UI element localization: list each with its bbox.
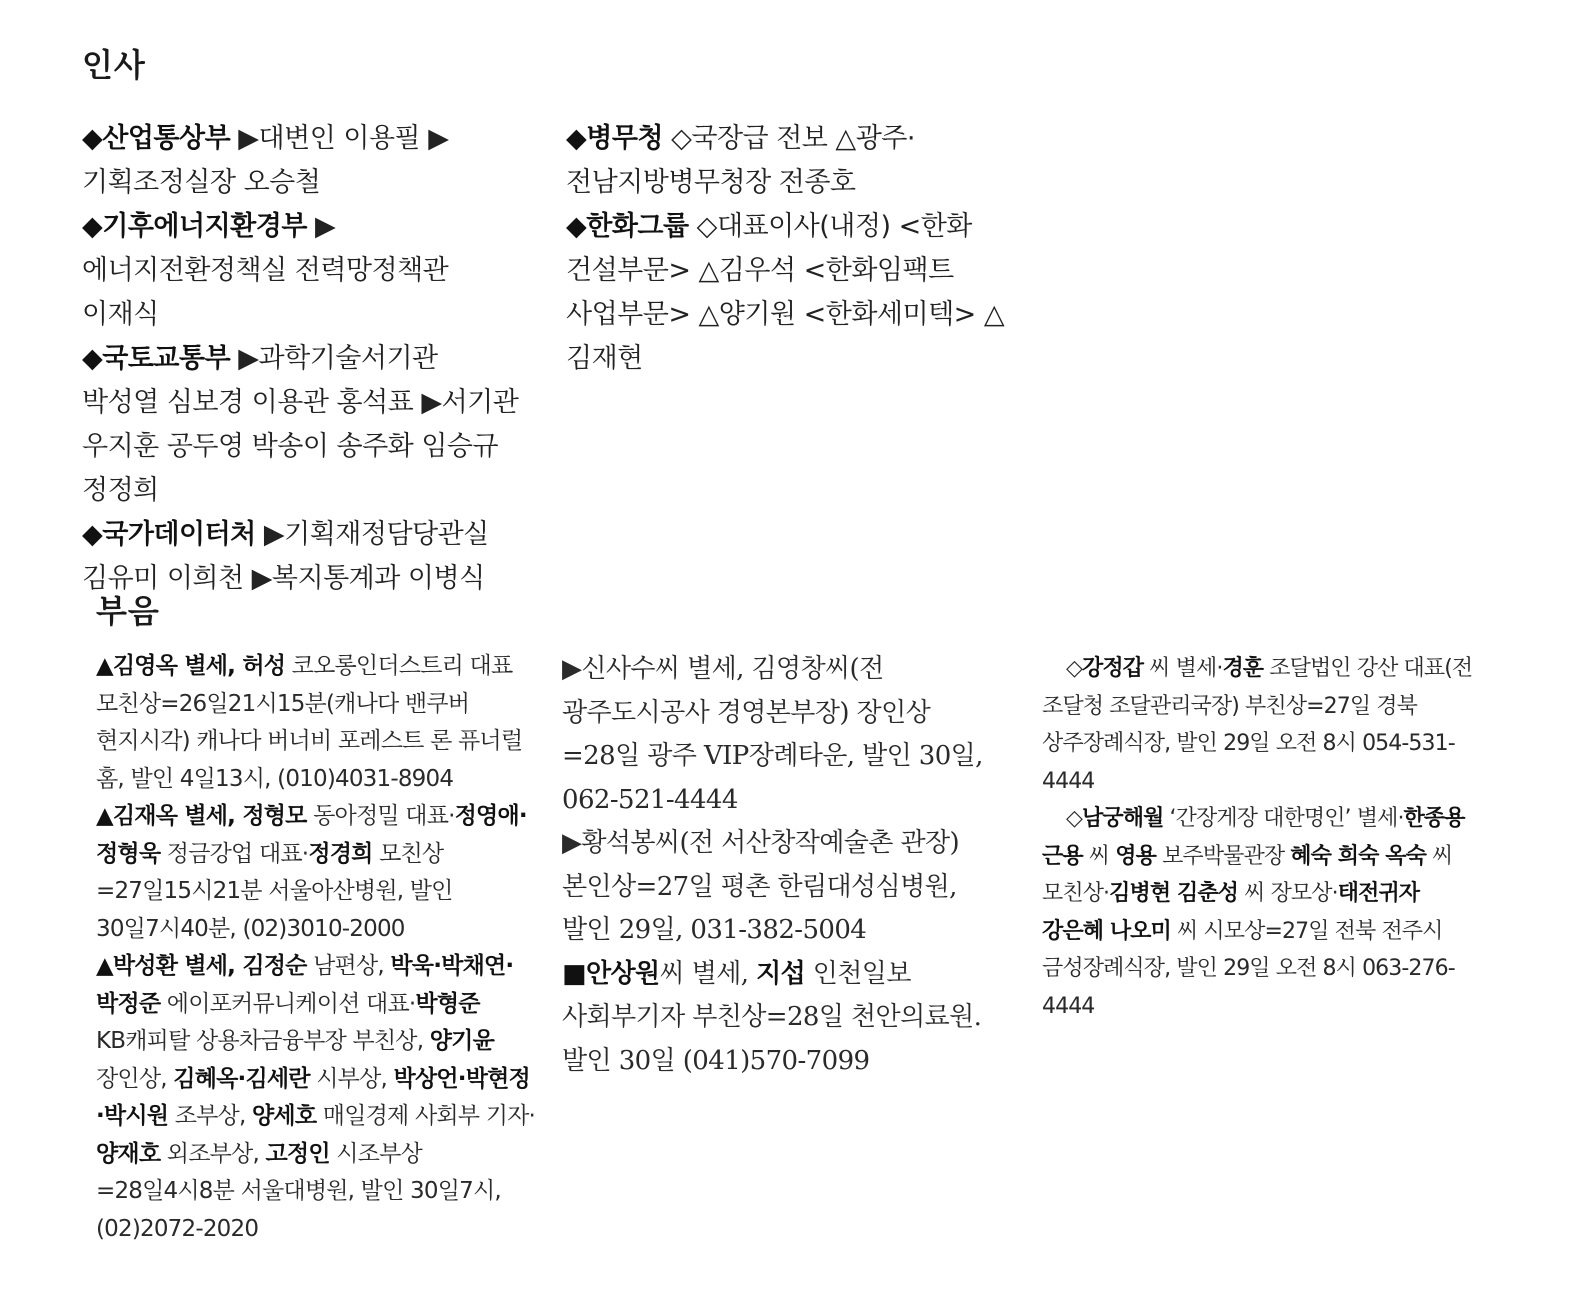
entry-text: 씨 별세,: [659, 958, 757, 989]
entry-text: 시조부상=28일4시8분 서울대병원, 발인 30일7시, (02)2072-2020: [96, 1140, 501, 1242]
entry-text: KB캐피탈 상용차금융부장 부친상,: [96, 1028, 430, 1054]
obituary-entry: [1042, 800, 1482, 1025]
appointment-entry: [566, 205, 1006, 381]
bold-name: 한종용 근용: [1042, 806, 1465, 869]
entry-text: ‘간장게장 대한명인’ 별세·: [1163, 806, 1404, 831]
entry-text: ▶과학기술서기관 박성열 심보경 이용관 홍석표 ▶서기관 우지훈 공두영 박송이 송주화 임승규 정정희: [82, 343, 519, 506]
obituary-entry: [96, 798, 536, 948]
entry-text: 씨 모친상·: [1042, 843, 1453, 906]
entry-text: 씨 별세·: [1143, 656, 1223, 681]
appointment-entry: [566, 117, 1006, 205]
bold-name: 고정인: [265, 1140, 330, 1167]
bold-name: 정영애·정형욱: [96, 803, 527, 867]
entry-text: 조부상,: [168, 1103, 252, 1129]
bold-name: 양재호: [96, 1140, 161, 1167]
org-name: ◆한화그룹: [566, 211, 689, 242]
entry-text: ◇: [1066, 656, 1083, 681]
org-name: ◆국토교통부: [82, 343, 231, 374]
entry-text: ▶황석봉씨(전 서산창작예술촌 관장) 본인상=27일 평촌 한림대성심병원, 발인 29일, 031-382-5004: [562, 828, 960, 945]
entry-text: ▶신사수씨 별세, 김영창씨(전 광주도시공사 경영본부장) 장인상=28일 광주 VIP장례타운, 발인 30일, 062-521-4444: [562, 654, 983, 815]
org-name: ◆산업통상부: [82, 123, 231, 154]
bold-name: 남궁해월: [1082, 806, 1164, 831]
appointment-entry: [82, 205, 522, 337]
bold-name: ▲박성환 별세, 김정순: [96, 953, 307, 979]
entry-text: 장인상,: [96, 1065, 174, 1092]
appointments-column-right: [566, 117, 1006, 381]
entry-text: 씨 시모상=27일 전북 전주시 금성장례식장, 발인 29일 오전 8시 063-276-4444: [1042, 918, 1455, 1019]
bold-name: 경훈: [1222, 656, 1264, 681]
bold-name: 박형준: [415, 990, 480, 1017]
bold-name: 지섭: [756, 958, 806, 989]
bold-name: 영용: [1115, 843, 1156, 869]
obituary-entry: [1042, 650, 1482, 800]
entry-text: ◇대표이사(내정) <한화 건설부문> △김우석 <한화임팩트 사업부문> △양기원 <한화세미텍> △김재현: [566, 211, 1005, 374]
obituary-entry: [562, 953, 1002, 1084]
entry-text: 동아정밀 대표·: [306, 803, 455, 829]
entry-text: ▶대변인 이용필 ▶기획조정실장 오승철: [82, 123, 449, 198]
obituary-entry: [562, 648, 1002, 822]
bold-name: 박욱·박채연·박정준: [96, 953, 514, 1017]
org-name: ◆국가데이터처: [82, 519, 256, 550]
entry-text: 씨 장모상·: [1238, 881, 1338, 906]
bold-name: ▲김재옥 별세, 정형모: [96, 803, 307, 829]
bold-name: 정경희: [308, 840, 373, 867]
obituaries-column-2: [562, 648, 1002, 1083]
obituary-entry: [562, 822, 1002, 953]
bold-name: 혜숙 희숙 옥숙: [1290, 843, 1426, 869]
bold-name: 김병현 김춘성: [1109, 881, 1239, 906]
entry-text: ◇국장급 전보 △광주·전남지방병무청장 전종호: [566, 123, 915, 198]
org-name: ◆병무청: [566, 123, 664, 154]
section-title-obituaries: 부음: [96, 592, 160, 630]
entry-text: 모친상=27일15시21분 서울아산병원, 발인 30일7시40분, (02)3010-2000: [96, 840, 453, 942]
entry-text: ▶에너지전환정책실 전력망정책관 이재식: [82, 211, 449, 330]
appointment-entry: [82, 337, 522, 513]
obituaries-column-3: [1042, 650, 1482, 1025]
entry-text: ▶기획재정담당관실 김유미 이희천 ▶복지통계과 이병식: [82, 519, 489, 594]
entry-text: 매일경제 사회부 기자·: [316, 1103, 536, 1129]
bold-name: 양기윤: [429, 1028, 495, 1054]
obituary-entry: [96, 648, 536, 798]
entry-text: 남편상,: [306, 953, 391, 979]
org-name: ◆기후에너지환경부: [82, 211, 307, 242]
entry-text: 인천일보 사회부기자 부친상=28일 천안의료원. 발인 30일 (041)570-7099: [562, 958, 982, 1076]
appointment-entry: [82, 117, 522, 205]
entry-text: 에이포커뮤니케이션 대표·: [160, 990, 416, 1017]
bold-name: 김혜옥·김세란: [173, 1065, 310, 1092]
entry-text: 코오롱인더스트리 대표 모친상=26일21시15분(캐나다 밴쿠버 현지시각) 캐나다 버너비 포레스트 론 퓨너럴 홈, 발인 4일13시, (010)4031-8904: [96, 653, 523, 792]
bold-name: 박상언·박현정·박시원: [96, 1065, 530, 1129]
entry-text: 시부상,: [309, 1065, 394, 1092]
entry-text: 조달법인 강산 대표(전 조달청 조달관리국장) 부친상=27일 경북 상주장례식장, 발인 29일 오전 8시 054-531-4444: [1042, 656, 1473, 794]
bold-name: 강정갑: [1082, 656, 1144, 681]
bold-name: 태전귀자 강은혜 나오미: [1042, 881, 1420, 944]
bold-name: ■안상원: [562, 958, 660, 989]
entry-text: 외조부상,: [160, 1140, 266, 1167]
obituaries-column-1: [96, 648, 536, 1248]
section-title-appointments: 인사: [82, 46, 146, 84]
bold-name: ▲김영옥 별세, 허성: [96, 653, 286, 679]
appointments-column-left: [82, 117, 522, 601]
entry-text: 정금강업 대표·: [160, 840, 309, 867]
entry-text: ◇: [1066, 806, 1083, 831]
bold-name: 양세호: [252, 1103, 317, 1129]
entry-text: 보주박물관장: [1155, 843, 1291, 869]
entry-text: 씨: [1082, 843, 1116, 869]
obituary-entry: [96, 948, 536, 1248]
